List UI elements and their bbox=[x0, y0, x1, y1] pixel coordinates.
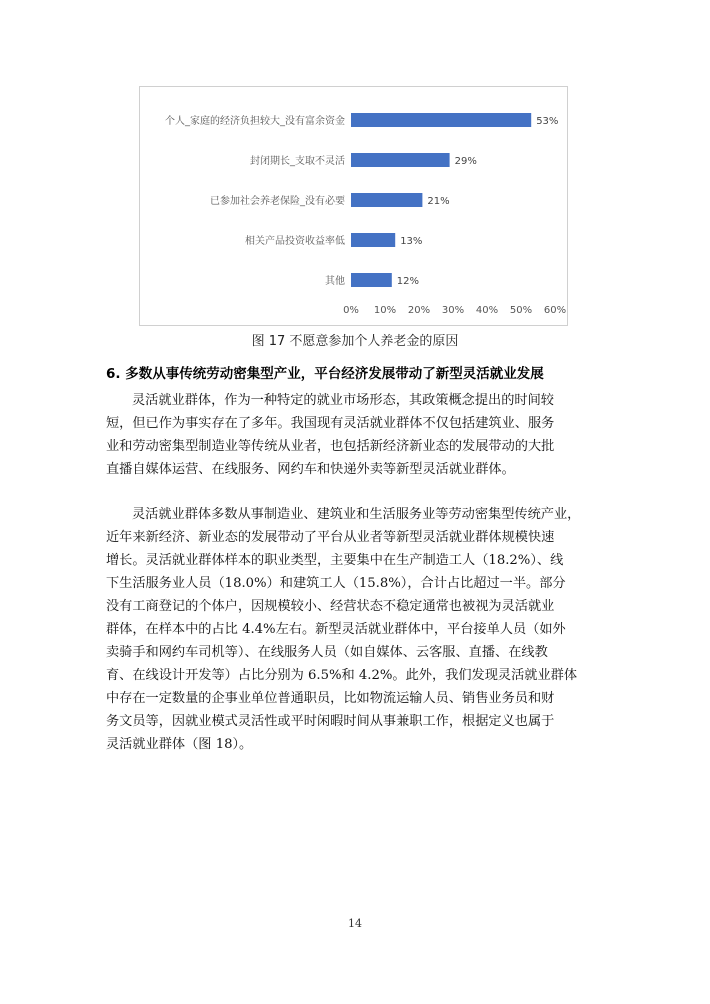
bar bbox=[351, 153, 450, 167]
text-line: 群体，在样本中的占比 4.4%左右。新型灵活就业群体中，平台接单人员（如外 bbox=[106, 622, 566, 637]
category-label: 个人_家庭的经济负担较大_没有富余资金 bbox=[165, 116, 345, 127]
data-label: 13% bbox=[400, 236, 423, 247]
text-line: 务文员等，因就业模式灵活性或平时闲暇时间从事兼职工作，根据定义也属于 bbox=[106, 714, 555, 729]
x-tick-label: 60% bbox=[543, 305, 567, 316]
bar-chart bbox=[140, 87, 567, 325]
category-label: 封闭期长_支取不灵活 bbox=[250, 156, 345, 167]
x-tick-label: 40% bbox=[475, 305, 499, 316]
paragraph-1 bbox=[106, 389, 604, 481]
category-label: 已参加社会养老保险_没有必要 bbox=[210, 196, 345, 207]
text-line: 直播自媒体运营、在线服务、网约车和快递外卖等新型灵活就业群体。 bbox=[106, 462, 515, 477]
text-line: 灵活就业群体（图 18）。 bbox=[106, 737, 253, 752]
x-tick-label: 20% bbox=[407, 305, 431, 316]
figure-caption: 图 17 不愿意参加个人养老金的原因 bbox=[251, 334, 459, 349]
data-label: 21% bbox=[427, 196, 450, 207]
text-line: 灵活就业群体多数从事制造业、建筑业和生活服务业等劳动密集型传统产业， bbox=[132, 507, 581, 522]
text-line: 近年来新经济、新业态的发展带动了平台从业者等新型灵活就业群体规模快速 bbox=[106, 530, 555, 545]
bar bbox=[351, 273, 392, 287]
x-tick-label: 30% bbox=[441, 305, 465, 316]
bar-chart-frame bbox=[139, 86, 568, 326]
text-line: 下生活服务业人员（18.0%）和建筑工人（15.8%），合计占比超过一半。部分 bbox=[106, 576, 566, 591]
x-tick-label: 0% bbox=[343, 305, 359, 316]
data-label: 29% bbox=[454, 156, 477, 167]
text-line: 没有工商登记的个体户，因规模较小、经营状态不稳定通常也被视为灵活就业 bbox=[106, 599, 555, 614]
x-tick-label: 10% bbox=[373, 305, 397, 316]
page-number: 14 bbox=[348, 917, 362, 930]
bar bbox=[351, 233, 395, 247]
text-line: 育、在线设计开发等）占比分别为 6.5%和 4.2%。此外，我们发现灵活就业群体 bbox=[106, 668, 578, 683]
text-line: 增长。灵活就业群体样本的职业类型，主要集中在生产制造工人（18.2%）、线 bbox=[106, 553, 564, 568]
category-label: 其他 bbox=[325, 276, 345, 287]
paragraph-2 bbox=[106, 503, 604, 756]
data-label: 53% bbox=[536, 116, 559, 127]
section-heading: 6. 多数从事传统劳动密集型产业，平台经济发展带动了新型灵活就业发展 bbox=[106, 366, 544, 382]
x-tick-label: 50% bbox=[509, 305, 533, 316]
category-label: 相关产品投资收益率低 bbox=[245, 236, 345, 247]
bar bbox=[351, 113, 531, 127]
text-line: 中存在一定数量的企事业单位普通职员，比如物流运输人员、销售业务员和财 bbox=[106, 691, 555, 706]
text-line: 灵活就业群体，作为一种特定的就业市场形态，其政策概念提出的时间较 bbox=[132, 393, 554, 408]
text-line: 卖骑手和网约车司机等）、在线服务人员（如自媒体、云客服、直播、在线教 bbox=[106, 645, 548, 660]
text-line: 短，但已作为事实存在了多年。我国现有灵活就业群体不仅包括建筑业、服务 bbox=[106, 416, 555, 431]
bar bbox=[351, 193, 422, 207]
text-line: 业和劳动密集型制造业等传统从业者，也包括新经济新业态的发展带动的大批 bbox=[106, 439, 555, 454]
data-label: 12% bbox=[396, 276, 420, 287]
